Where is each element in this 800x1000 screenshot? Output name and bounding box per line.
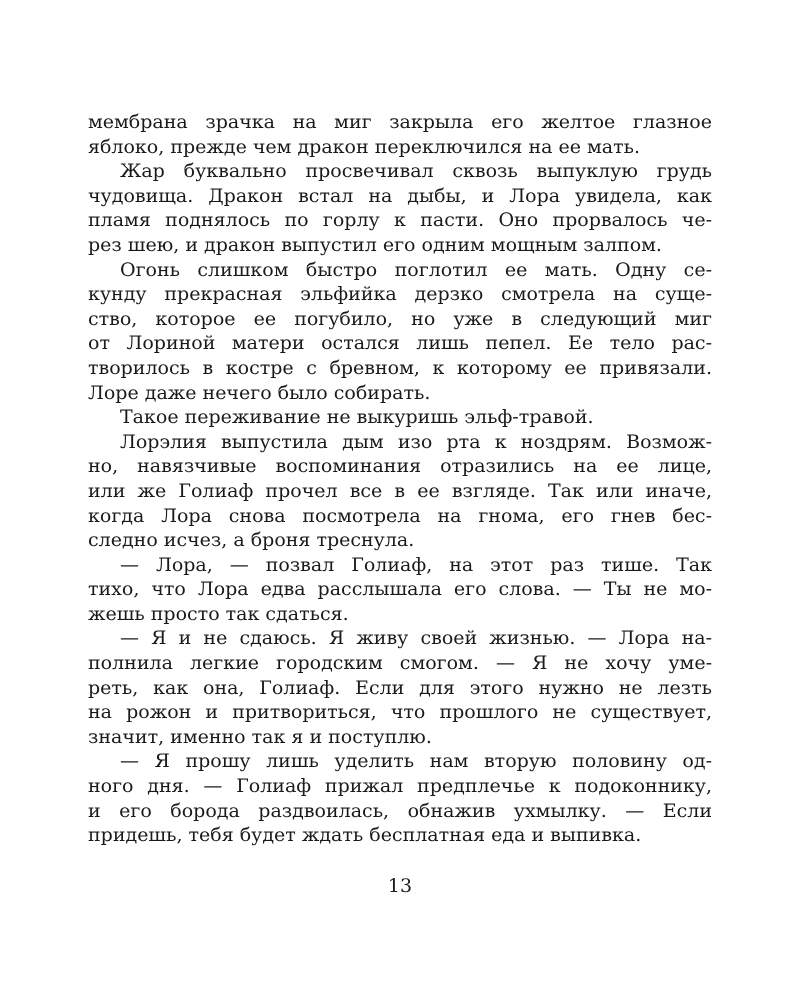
text-line: тихо, что Лора едва расслышала его слова. — Ты не мо-	[88, 578, 712, 601]
page-number: 13	[387, 875, 413, 897]
text-line: пламя поднялось по горлу к пасти. Оно прорвалось че-	[88, 209, 712, 232]
text-line: значит, именно так я и поступлю.	[88, 725, 432, 748]
text-line: или же Голиаф прочел все в ее взгляде. Так или иначе,	[88, 479, 712, 502]
text-line: и его борода раздвоилась, обнажив ухмылку. — Если	[88, 799, 712, 822]
text-line: Лоре даже нечего было собирать.	[88, 381, 431, 404]
text-line: яблоко, прежде чем дракон переключился на ее мать.	[88, 135, 641, 158]
paragraph	[88, 749, 712, 847]
text-line: рез шею, и дракон выпустил его одним мощным залпом.	[88, 233, 662, 256]
text-line: следно исчез, а броня треснула.	[88, 529, 415, 552]
text-line: — Я прошу лишь уделить нам вторую половину од-	[120, 750, 712, 773]
paragraph	[88, 110, 712, 159]
text-line: но, навязчивые воспоминания отразились на ее лице,	[88, 455, 712, 478]
text-line: Лорэлия выпустила дым изо рта к ноздрям. Возмож-	[120, 430, 712, 453]
text-line: полнила легкие городским смогом. — Я не хочу уме-	[88, 652, 712, 675]
paragraph	[88, 626, 712, 749]
text-line: — Я и не сдаюсь. Я живу своей жизнью. — Лора на-	[120, 627, 712, 650]
text-line: ного дня. — Голиаф прижал предплечье к подоконнику,	[88, 775, 712, 798]
text-line: от Лориной матери остался лишь пепел. Ее тело рас-	[88, 332, 712, 355]
text-line: придешь, тебя будет ждать бесплатная еда и выпивка.	[88, 824, 642, 847]
text-line: Огонь слишком быстро поглотил ее мать. Одну се-	[120, 258, 712, 281]
paragraph	[88, 258, 712, 406]
text-line: творилось в костре с бревном, к которому ее привязали.	[88, 356, 712, 379]
text-line: мембрана зрачка на миг закрыла его желтое глазное	[88, 111, 712, 133]
paragraph	[88, 405, 712, 430]
text-line: жешь просто так сдаться.	[88, 602, 349, 625]
text-line: когда Лора снова посмотрела на гнома, его гнев бес-	[88, 504, 712, 527]
text-line: Жар буквально просвечивал сквозь выпуклую грудь	[120, 160, 712, 183]
paragraph	[88, 430, 712, 553]
body-text	[88, 110, 712, 848]
paragraph	[88, 553, 712, 627]
text-line: ство, которое ее погубило, но уже в следующий миг	[88, 307, 712, 330]
text-line: кунду прекрасная эльфийка дерзко смотрела на суще-	[88, 283, 712, 306]
text-line: — Лора, — позвал Голиаф, на этот раз тише. Так	[120, 553, 712, 576]
text-line: Такое переживание не выкуришь эльф-травой.	[120, 406, 594, 429]
text-line: чудовища. Дракон встал на дыбы, и Лора увидела, как	[88, 184, 712, 207]
text-line: реть, как она, Голиаф. Если для этого нужно не лезть	[88, 676, 712, 699]
text-line: на рожон и притвориться, что прошлого не существует,	[88, 701, 712, 724]
paragraph	[88, 159, 712, 257]
